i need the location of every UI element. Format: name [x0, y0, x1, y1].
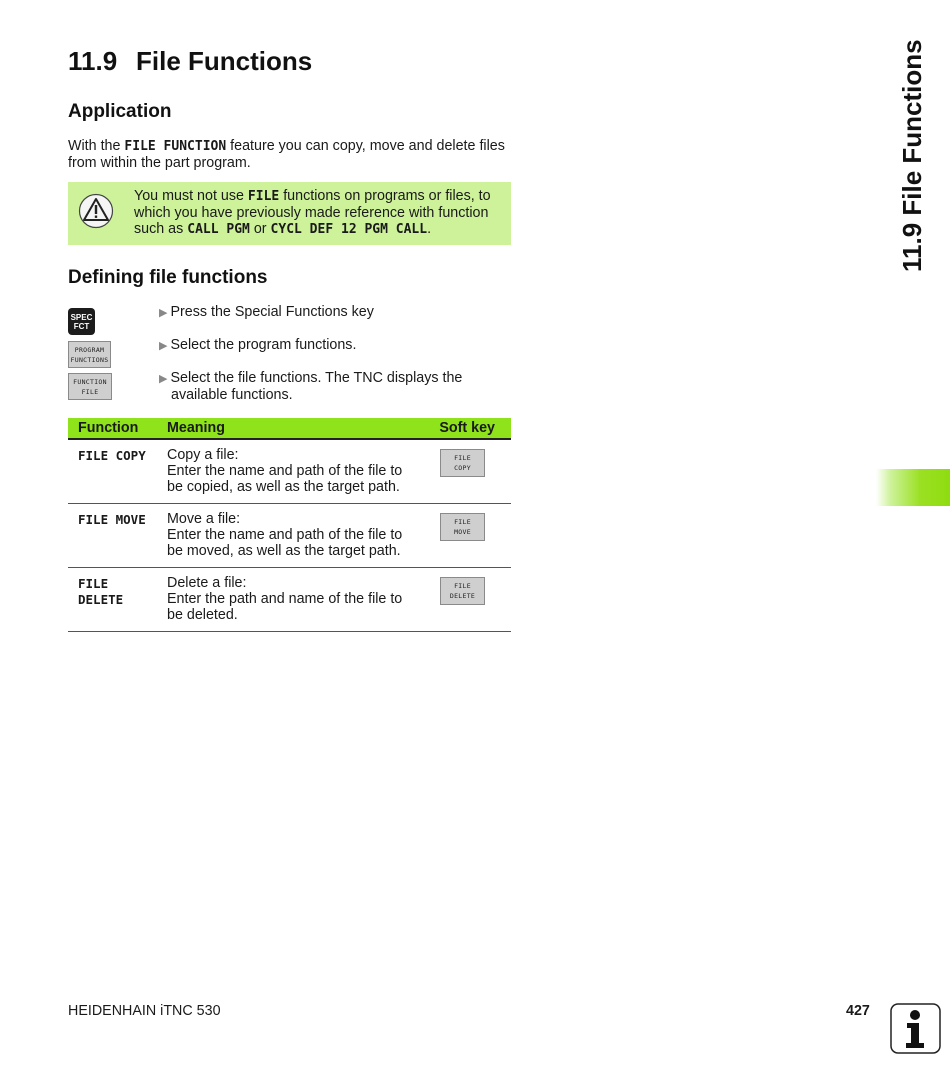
- intro-paragraph: [68, 138, 513, 171]
- warning-code-3: CYCL DEF 12 PGM CALL: [270, 222, 428, 237]
- step-arrow-icon: ▶: [159, 307, 168, 319]
- table-header-row: [68, 418, 511, 439]
- section-title-text: File Functions: [136, 46, 313, 76]
- meaning-line1: Copy a file:: [167, 447, 239, 463]
- step-2-text: Select the program functions.: [170, 337, 357, 353]
- step-1-text: Press the Special Functions key: [170, 304, 374, 320]
- spec-fct-key: [68, 308, 95, 335]
- softkey-line1: FILE: [454, 518, 471, 526]
- program-functions-softkey: [68, 341, 111, 368]
- warning-text-2: functions on programs or files, to which you have previously made reference with function such as: [134, 188, 491, 237]
- warning-triangle-icon: [78, 193, 114, 229]
- info-icon[interactable]: [890, 1003, 941, 1054]
- spec-key-line2: FCT: [73, 321, 90, 331]
- softkey-line1: FILE: [454, 454, 471, 462]
- function-meaning: [167, 439, 409, 504]
- file-copy-softkey: [440, 449, 485, 477]
- header-softkey: Soft key: [409, 418, 511, 439]
- side-running-header: 11.9 File Functions: [897, 39, 927, 272]
- softkey-cell: [409, 504, 511, 568]
- function-key-line1: FUNCTION: [73, 377, 107, 386]
- function-name: FILE COPY: [68, 439, 167, 504]
- step-3: [159, 370, 499, 403]
- step-3-text: Select the file functions. The TNC displays the: [170, 370, 463, 386]
- table-row: [68, 504, 511, 568]
- softkey-cell: [409, 568, 511, 632]
- step-arrow-icon: ▶: [159, 373, 168, 385]
- warning-code-2: CALL PGM: [187, 222, 250, 237]
- softkey-line2: COPY: [454, 464, 471, 472]
- intro-text-after: feature you can copy, move and delete files from within the part program.: [68, 138, 505, 171]
- softkey-cell: [409, 439, 511, 504]
- softkey-line1: FILE: [454, 582, 471, 590]
- section-title: [68, 46, 312, 77]
- functions-table: [68, 418, 511, 632]
- chapter-tab-marker: [876, 469, 950, 506]
- file-delete-softkey: [440, 577, 485, 605]
- table-row: [68, 439, 511, 504]
- warning-text-1: You must not use: [134, 188, 248, 204]
- function-meaning: [167, 504, 409, 568]
- program-key-line2: FUNCTIONS: [70, 355, 109, 364]
- warning-text: [134, 188, 506, 238]
- step-3-text-cont: available functions.: [171, 387, 293, 403]
- warning-text-3: or: [249, 221, 271, 237]
- meaning-line1: Delete a file:: [167, 575, 247, 591]
- section-number: 11.9: [68, 46, 118, 76]
- function-name: FILE MOVE: [68, 504, 167, 568]
- spec-key-line1: SPEC: [70, 312, 93, 322]
- file-move-softkey: [440, 513, 485, 541]
- table-row: [68, 568, 511, 632]
- softkey-line2: MOVE: [454, 528, 471, 536]
- function-key-line2: FILE: [81, 387, 99, 396]
- intro-text-before: With the: [68, 138, 125, 154]
- intro-code: FILE FUNCTION: [124, 139, 227, 154]
- meaning-line1: Move a file:: [167, 511, 241, 527]
- meaning-line2: Enter the path and name of the file to be deleted.: [167, 591, 403, 623]
- function-meaning: [167, 568, 409, 632]
- header-function: Function: [68, 418, 167, 439]
- step-2: [159, 337, 499, 354]
- header-meaning: Meaning: [167, 418, 409, 439]
- function-name: FILE DELETE: [68, 568, 167, 632]
- step-1: [159, 304, 499, 321]
- page-number: 427: [846, 1003, 870, 1019]
- warning-code-1: FILE: [247, 189, 280, 204]
- function-file-softkey: [68, 373, 112, 400]
- warning-text-4: .: [427, 221, 432, 237]
- footer-title: HEIDENHAIN iTNC 530: [68, 1003, 221, 1019]
- defining-heading: Defining file functions: [68, 267, 268, 288]
- program-key-line1: PROGRAM: [74, 345, 105, 354]
- step-arrow-icon: ▶: [159, 340, 168, 352]
- softkey-line2: DELETE: [449, 592, 476, 600]
- meaning-line2: Enter the name and path of the file to be moved, as well as the target path.: [167, 527, 403, 559]
- application-heading: Application: [68, 101, 172, 122]
- meaning-line2: Enter the name and path of the file to be copied, as well as the target path.: [167, 463, 403, 495]
- warning-box: [68, 182, 511, 245]
